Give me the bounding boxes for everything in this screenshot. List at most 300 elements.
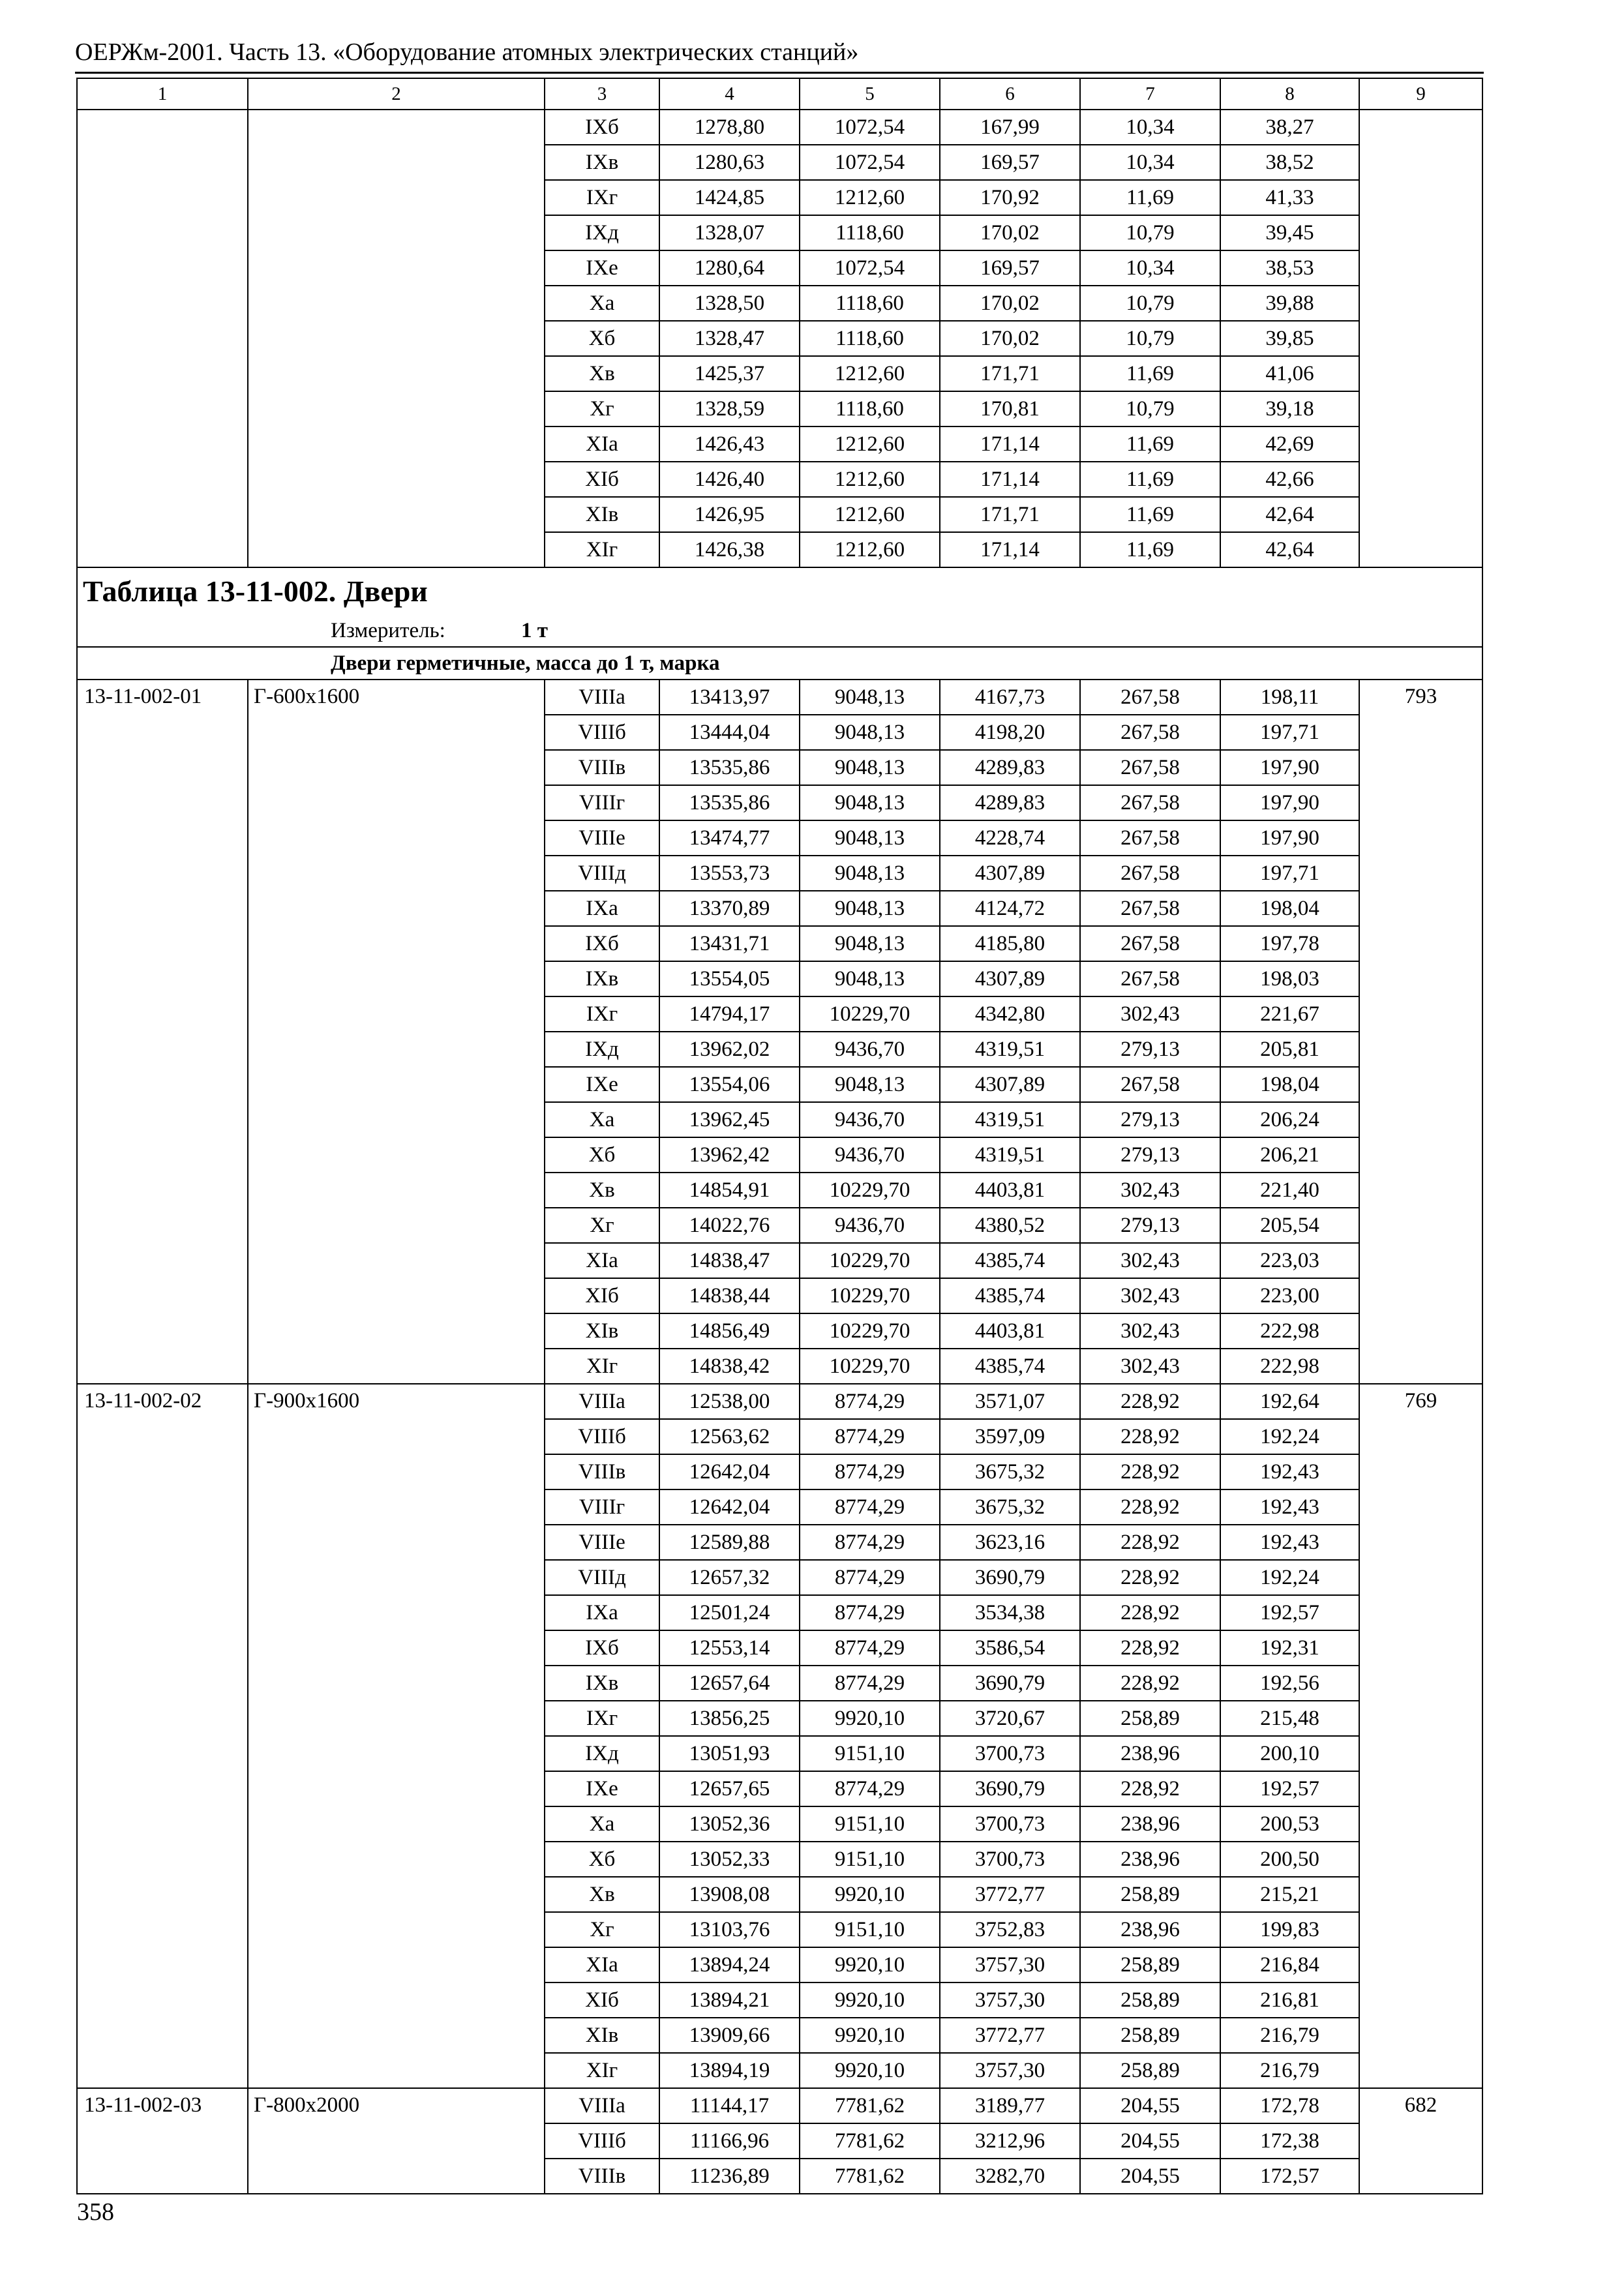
machinists-wages-cell: 267,58: [1080, 715, 1220, 750]
region-cell: IXб: [545, 926, 659, 961]
machinists-wages-cell: 267,58: [1080, 1067, 1220, 1102]
machines-cell: 4385,74: [940, 1243, 1080, 1278]
region-cell: IXб: [545, 1630, 659, 1666]
region-cell: VIIIа: [545, 2088, 659, 2123]
machinists-wages-cell: 228,92: [1080, 1384, 1220, 1419]
machines-cell: 170,92: [940, 180, 1080, 215]
price-total-cell: 1426,38: [659, 532, 800, 567]
materials-cell: 192,43: [1220, 1525, 1359, 1560]
region-cell: IXе: [545, 250, 659, 286]
machines-cell: 3690,79: [940, 1771, 1080, 1806]
wages-cell: 9920,10: [800, 1982, 940, 2018]
table-row: [77, 1384, 1482, 1419]
materials-cell: 39,18: [1220, 391, 1359, 426]
machinists-wages-cell: 238,96: [1080, 1736, 1220, 1771]
machines-cell: 3772,77: [940, 1877, 1080, 1912]
wages-cell: 8774,29: [800, 1771, 940, 1806]
machines-cell: 4342,80: [940, 996, 1080, 1032]
price-total-cell: 14854,91: [659, 1173, 800, 1208]
machinists-wages-cell: 10,79: [1080, 391, 1220, 426]
price-total-cell: 1426,40: [659, 462, 800, 497]
wages-cell: 9920,10: [800, 2053, 940, 2088]
materials-cell: 221,40: [1220, 1173, 1359, 1208]
machines-cell: 169,57: [940, 250, 1080, 286]
price-total-cell: 14794,17: [659, 996, 800, 1032]
name-cell: [248, 110, 545, 567]
price-total-cell: 13908,08: [659, 1877, 800, 1912]
region-cell: VIIIв: [545, 750, 659, 785]
machines-cell: 3720,67: [940, 1701, 1080, 1736]
machines-cell: 3690,79: [940, 1560, 1080, 1595]
machinists-wages-cell: 258,89: [1080, 2053, 1220, 2088]
region-cell: Xг: [545, 1208, 659, 1243]
price-total-cell: 1424,85: [659, 180, 800, 215]
region-cell: VIIIе: [545, 820, 659, 856]
price-total-cell: 12642,04: [659, 1454, 800, 1489]
price-total-cell: 12538,00: [659, 1384, 800, 1419]
price-total-cell: 13413,97: [659, 680, 800, 715]
column-number-header: 8: [1220, 78, 1359, 110]
materials-cell: 216,79: [1220, 2053, 1359, 2088]
machines-cell: 4167,73: [940, 680, 1080, 715]
region-cell: IXд: [545, 1032, 659, 1067]
machines-cell: 3623,16: [940, 1525, 1080, 1560]
price-total-cell: 13554,05: [659, 961, 800, 996]
machinists-wages-cell: 238,96: [1080, 1806, 1220, 1842]
machinists-wages-cell: 302,43: [1080, 1243, 1220, 1278]
machines-cell: 4403,81: [940, 1313, 1080, 1349]
materials-cell: 215,21: [1220, 1877, 1359, 1912]
machinists-wages-cell: 267,58: [1080, 785, 1220, 820]
machinists-wages-cell: 10,34: [1080, 145, 1220, 180]
region-cell: VIIIб: [545, 1419, 659, 1454]
materials-cell: 216,84: [1220, 1947, 1359, 1982]
machines-cell: 170,02: [940, 321, 1080, 356]
machinists-wages-cell: 228,92: [1080, 1666, 1220, 1701]
wages-cell: 9436,70: [800, 1208, 940, 1243]
machines-cell: 4198,20: [940, 715, 1080, 750]
wages-cell: 10229,70: [800, 1243, 940, 1278]
machinists-wages-cell: 11,69: [1080, 426, 1220, 462]
price-total-cell: 13894,19: [659, 2053, 800, 2088]
materials-cell: 197,90: [1220, 750, 1359, 785]
wages-cell: 1212,60: [800, 497, 940, 532]
region-cell: Xб: [545, 321, 659, 356]
wages-cell: 9151,10: [800, 1736, 940, 1771]
machines-cell: 3189,77: [940, 2088, 1080, 2123]
machinists-wages-cell: 267,58: [1080, 820, 1220, 856]
materials-cell: 41,06: [1220, 356, 1359, 391]
materials-cell: 215,48: [1220, 1701, 1359, 1736]
table-title: Таблица 13-11-002. Двери: [77, 567, 1482, 615]
wages-cell: 8774,29: [800, 1595, 940, 1630]
machinists-wages-cell: 228,92: [1080, 1454, 1220, 1489]
wages-cell: 9048,13: [800, 680, 940, 715]
materials-cell: 222,98: [1220, 1349, 1359, 1384]
machinists-wages-cell: 238,96: [1080, 1912, 1220, 1947]
region-cell: Xг: [545, 1912, 659, 1947]
machines-cell: 4319,51: [940, 1032, 1080, 1067]
norm-cell: 793: [1359, 680, 1482, 1384]
machines-cell: 4307,89: [940, 961, 1080, 996]
materials-cell: 197,78: [1220, 926, 1359, 961]
machines-cell: 3700,73: [940, 1842, 1080, 1877]
machinists-wages-cell: 228,92: [1080, 1560, 1220, 1595]
wages-cell: 1072,54: [800, 145, 940, 180]
machines-cell: 3757,30: [940, 1947, 1080, 1982]
price-total-cell: 1426,43: [659, 426, 800, 462]
wages-cell: 9436,70: [800, 1137, 940, 1173]
machines-cell: 4289,83: [940, 750, 1080, 785]
region-cell: IXв: [545, 145, 659, 180]
region-cell: XIа: [545, 426, 659, 462]
wages-cell: 9436,70: [800, 1032, 940, 1067]
machinists-wages-cell: 11,69: [1080, 532, 1220, 567]
machines-cell: 3700,73: [940, 1736, 1080, 1771]
machines-cell: 4319,51: [940, 1137, 1080, 1173]
machines-cell: 167,99: [940, 110, 1080, 145]
wages-cell: 10229,70: [800, 1349, 940, 1384]
materials-cell: 192,24: [1220, 1419, 1359, 1454]
unit-label: Измеритель:: [331, 619, 445, 642]
wages-cell: 9048,13: [800, 856, 940, 891]
wages-cell: 1212,60: [800, 356, 940, 391]
price-total-cell: 1328,50: [659, 286, 800, 321]
materials-cell: 222,98: [1220, 1313, 1359, 1349]
machinists-wages-cell: 258,89: [1080, 1701, 1220, 1736]
machines-cell: 170,81: [940, 391, 1080, 426]
machines-cell: 4403,81: [940, 1173, 1080, 1208]
price-total-cell: 13909,66: [659, 2018, 800, 2053]
price-total-cell: 13103,76: [659, 1912, 800, 1947]
price-total-cell: 13051,93: [659, 1736, 800, 1771]
wages-cell: 1118,60: [800, 286, 940, 321]
machines-cell: 3282,70: [940, 2159, 1080, 2194]
price-total-cell: 12563,62: [659, 1419, 800, 1454]
machines-cell: 3690,79: [940, 1666, 1080, 1701]
region-cell: IXа: [545, 1595, 659, 1630]
machinists-wages-cell: 238,96: [1080, 1842, 1220, 1877]
price-total-cell: 1278,80: [659, 110, 800, 145]
wages-cell: 8774,29: [800, 1560, 940, 1595]
wages-cell: 9920,10: [800, 2018, 940, 2053]
price-total-cell: 12657,65: [659, 1771, 800, 1806]
machines-cell: 3534,38: [940, 1595, 1080, 1630]
price-total-cell: 1280,63: [659, 145, 800, 180]
machines-cell: 4185,80: [940, 926, 1080, 961]
machinists-wages-cell: 279,13: [1080, 1137, 1220, 1173]
machinists-wages-cell: 228,92: [1080, 1630, 1220, 1666]
price-total-cell: 11166,96: [659, 2123, 800, 2159]
materials-cell: 192,57: [1220, 1595, 1359, 1630]
region-cell: VIIIб: [545, 715, 659, 750]
materials-cell: 39,88: [1220, 286, 1359, 321]
wages-cell: 9151,10: [800, 1842, 940, 1877]
materials-cell: 197,71: [1220, 715, 1359, 750]
machinists-wages-cell: 302,43: [1080, 1313, 1220, 1349]
region-cell: IXб: [545, 110, 659, 145]
materials-cell: 39,85: [1220, 321, 1359, 356]
machinists-wages-cell: 204,55: [1080, 2123, 1220, 2159]
wages-cell: 9151,10: [800, 1806, 940, 1842]
machines-cell: 3772,77: [940, 2018, 1080, 2053]
materials-cell: 172,78: [1220, 2088, 1359, 2123]
region-cell: XIв: [545, 1313, 659, 1349]
machinists-wages-cell: 10,79: [1080, 286, 1220, 321]
price-total-cell: 13535,86: [659, 785, 800, 820]
machines-cell: 4307,89: [940, 856, 1080, 891]
machinists-wages-cell: 267,58: [1080, 961, 1220, 996]
region-cell: XIб: [545, 1982, 659, 2018]
machines-cell: 3675,32: [940, 1489, 1080, 1525]
region-cell: VIIIа: [545, 1384, 659, 1419]
price-total-cell: 13962,45: [659, 1102, 800, 1137]
price-total-cell: 14838,42: [659, 1349, 800, 1384]
norm-cell: 769: [1359, 1384, 1482, 2088]
region-cell: IXв: [545, 1666, 659, 1701]
materials-cell: 197,90: [1220, 785, 1359, 820]
column-number-header: 2: [248, 78, 545, 110]
machinists-wages-cell: 10,34: [1080, 250, 1220, 286]
machinists-wages-cell: 10,79: [1080, 321, 1220, 356]
wages-cell: 10229,70: [800, 996, 940, 1032]
unit-cell: [77, 615, 1482, 647]
code-cell: [77, 110, 248, 567]
machinists-wages-cell: 302,43: [1080, 1173, 1220, 1208]
region-cell: XIг: [545, 1349, 659, 1384]
price-total-cell: 1426,95: [659, 497, 800, 532]
materials-cell: 198,04: [1220, 891, 1359, 926]
materials-cell: 38,53: [1220, 250, 1359, 286]
machinists-wages-cell: 302,43: [1080, 1349, 1220, 1384]
machines-cell: 4385,74: [940, 1278, 1080, 1313]
price-total-cell: 13894,21: [659, 1982, 800, 2018]
materials-cell: 198,04: [1220, 1067, 1359, 1102]
machinists-wages-cell: 258,89: [1080, 1877, 1220, 1912]
region-cell: IXв: [545, 961, 659, 996]
materials-cell: 39,45: [1220, 215, 1359, 250]
price-total-cell: 1425,37: [659, 356, 800, 391]
wages-cell: 9048,13: [800, 1067, 940, 1102]
region-cell: Xб: [545, 1137, 659, 1173]
price-total-cell: 1280,64: [659, 250, 800, 286]
price-total-cell: 14838,44: [659, 1278, 800, 1313]
wages-cell: 9048,13: [800, 891, 940, 926]
region-cell: XIг: [545, 2053, 659, 2088]
wages-cell: 1212,60: [800, 462, 940, 497]
price-total-cell: 14838,47: [659, 1243, 800, 1278]
wages-cell: 9048,13: [800, 785, 940, 820]
region-cell: XIа: [545, 1947, 659, 1982]
machines-cell: 169,57: [940, 145, 1080, 180]
machinists-wages-cell: 228,92: [1080, 1595, 1220, 1630]
materials-cell: 206,21: [1220, 1137, 1359, 1173]
machines-cell: 3597,09: [940, 1419, 1080, 1454]
column-number-header: 3: [545, 78, 659, 110]
price-total-cell: 12657,32: [659, 1560, 800, 1595]
wages-cell: 8774,29: [800, 1525, 940, 1560]
machinists-wages-cell: 10,79: [1080, 215, 1220, 250]
wages-cell: 9920,10: [800, 1701, 940, 1736]
region-cell: Xа: [545, 286, 659, 321]
region-cell: IXг: [545, 1701, 659, 1736]
price-total-cell: 13553,73: [659, 856, 800, 891]
wages-cell: 1212,60: [800, 180, 940, 215]
materials-cell: 172,38: [1220, 2123, 1359, 2159]
machinists-wages-cell: 279,13: [1080, 1208, 1220, 1243]
materials-cell: 200,53: [1220, 1806, 1359, 1842]
machinists-wages-cell: 10,34: [1080, 110, 1220, 145]
column-number-header: 4: [659, 78, 800, 110]
table-row: [77, 680, 1482, 715]
machines-cell: 3757,30: [940, 1982, 1080, 2018]
region-cell: VIIIе: [545, 1525, 659, 1560]
header-rule: [75, 72, 1484, 74]
price-total-cell: 14856,49: [659, 1313, 800, 1349]
region-cell: IXе: [545, 1771, 659, 1806]
machines-cell: 170,02: [940, 215, 1080, 250]
machines-cell: 3700,73: [940, 1806, 1080, 1842]
wages-cell: 9048,13: [800, 820, 940, 856]
machines-cell: 4124,72: [940, 891, 1080, 926]
name-cell: Г-800x2000: [248, 2088, 545, 2194]
machinists-wages-cell: 204,55: [1080, 2159, 1220, 2194]
price-total-cell: 11144,17: [659, 2088, 800, 2123]
price-total-cell: 13894,24: [659, 1947, 800, 1982]
price-total-cell: 12501,24: [659, 1595, 800, 1630]
region-cell: IXг: [545, 996, 659, 1032]
region-cell: Xв: [545, 1173, 659, 1208]
materials-cell: 42,64: [1220, 532, 1359, 567]
region-cell: VIIIб: [545, 2123, 659, 2159]
column-number-header: 6: [940, 78, 1080, 110]
materials-cell: 216,79: [1220, 2018, 1359, 2053]
table-title-row: [77, 567, 1482, 615]
wages-cell: 1212,60: [800, 426, 940, 462]
column-number-header: 1: [77, 78, 248, 110]
column-number-header: 5: [800, 78, 940, 110]
region-cell: VIIIв: [545, 1454, 659, 1489]
machinists-wages-cell: 258,89: [1080, 1947, 1220, 1982]
materials-cell: 223,00: [1220, 1278, 1359, 1313]
region-cell: XIб: [545, 1278, 659, 1313]
price-total-cell: 12657,64: [659, 1666, 800, 1701]
region-cell: XIг: [545, 532, 659, 567]
machinists-wages-cell: 258,89: [1080, 1982, 1220, 2018]
region-cell: XIв: [545, 2018, 659, 2053]
materials-cell: 199,83: [1220, 1912, 1359, 1947]
column-number-header: 9: [1359, 78, 1482, 110]
running-header: ОЕРЖм-2001. Часть 13. «Оборудование атомных электрических станций»: [75, 38, 859, 66]
wages-cell: 9048,13: [800, 926, 940, 961]
wages-cell: 8774,29: [800, 1630, 940, 1666]
name-cell: Г-900x1600: [248, 1384, 545, 2088]
price-total-cell: 13535,86: [659, 750, 800, 785]
region-cell: XIб: [545, 462, 659, 497]
page-number: 358: [77, 2198, 114, 2226]
region-cell: XIа: [545, 1243, 659, 1278]
price-total-cell: 12589,88: [659, 1525, 800, 1560]
code-cell: 13-11-002-03: [77, 2088, 248, 2194]
price-total-cell: 12642,04: [659, 1489, 800, 1525]
machines-cell: 3675,32: [940, 1454, 1080, 1489]
region-cell: XIв: [545, 497, 659, 532]
machinists-wages-cell: 267,58: [1080, 891, 1220, 926]
machines-cell: 3571,07: [940, 1384, 1080, 1419]
machinists-wages-cell: 228,92: [1080, 1419, 1220, 1454]
region-cell: IXе: [545, 1067, 659, 1102]
subheading-row: [77, 647, 1482, 680]
region-cell: VIIIд: [545, 1560, 659, 1595]
wages-cell: 9048,13: [800, 961, 940, 996]
materials-cell: 200,10: [1220, 1736, 1359, 1771]
subheading-cell: [77, 647, 1482, 680]
machines-cell: 170,02: [940, 286, 1080, 321]
materials-cell: 41,33: [1220, 180, 1359, 215]
region-cell: VIIIа: [545, 680, 659, 715]
materials-cell: 192,43: [1220, 1489, 1359, 1525]
machines-cell: 171,14: [940, 532, 1080, 567]
machines-cell: 3757,30: [940, 2053, 1080, 2088]
machinists-wages-cell: 267,58: [1080, 926, 1220, 961]
norm-cell: 682: [1359, 2088, 1482, 2194]
region-cell: VIIIг: [545, 785, 659, 820]
machinists-wages-cell: 279,13: [1080, 1032, 1220, 1067]
wages-cell: 7781,62: [800, 2088, 940, 2123]
region-cell: IXа: [545, 891, 659, 926]
machinists-wages-cell: 228,92: [1080, 1525, 1220, 1560]
region-cell: Xа: [545, 1102, 659, 1137]
price-total-cell: 13370,89: [659, 891, 800, 926]
materials-cell: 221,67: [1220, 996, 1359, 1032]
wages-cell: 1072,54: [800, 250, 940, 286]
region-cell: IXг: [545, 180, 659, 215]
unit-row: [77, 615, 1482, 647]
region-cell: Xв: [545, 356, 659, 391]
materials-cell: 192,43: [1220, 1454, 1359, 1489]
region-cell: Xв: [545, 1877, 659, 1912]
wages-cell: 9048,13: [800, 715, 940, 750]
machines-cell: 4385,74: [940, 1349, 1080, 1384]
wages-cell: 1072,54: [800, 110, 940, 145]
code-cell: 13-11-002-02: [77, 1384, 248, 2088]
machines-cell: 4228,74: [940, 820, 1080, 856]
machines-cell: 4319,51: [940, 1102, 1080, 1137]
materials-cell: 42,66: [1220, 462, 1359, 497]
price-total-cell: 13856,25: [659, 1701, 800, 1736]
materials-cell: 192,64: [1220, 1384, 1359, 1419]
region-cell: Xб: [545, 1842, 659, 1877]
machinists-wages-cell: 228,92: [1080, 1489, 1220, 1525]
subheading-text: Двери герметичные, масса до 1 т, марка: [331, 651, 720, 675]
materials-cell: 205,81: [1220, 1032, 1359, 1067]
machines-cell: 4307,89: [940, 1067, 1080, 1102]
machines-cell: 171,71: [940, 497, 1080, 532]
price-total-cell: 14022,76: [659, 1208, 800, 1243]
price-total-cell: 13052,36: [659, 1806, 800, 1842]
price-total-cell: 12553,14: [659, 1630, 800, 1666]
wages-cell: 8774,29: [800, 1454, 940, 1489]
materials-cell: 192,57: [1220, 1771, 1359, 1806]
wages-cell: 1118,60: [800, 215, 940, 250]
unit-value: 1 т: [521, 619, 548, 642]
materials-cell: 192,56: [1220, 1666, 1359, 1701]
wages-cell: 10229,70: [800, 1173, 940, 1208]
materials-cell: 198,03: [1220, 961, 1359, 996]
machinists-wages-cell: 11,69: [1080, 356, 1220, 391]
materials-cell: 205,54: [1220, 1208, 1359, 1243]
price-total-cell: 13962,42: [659, 1137, 800, 1173]
